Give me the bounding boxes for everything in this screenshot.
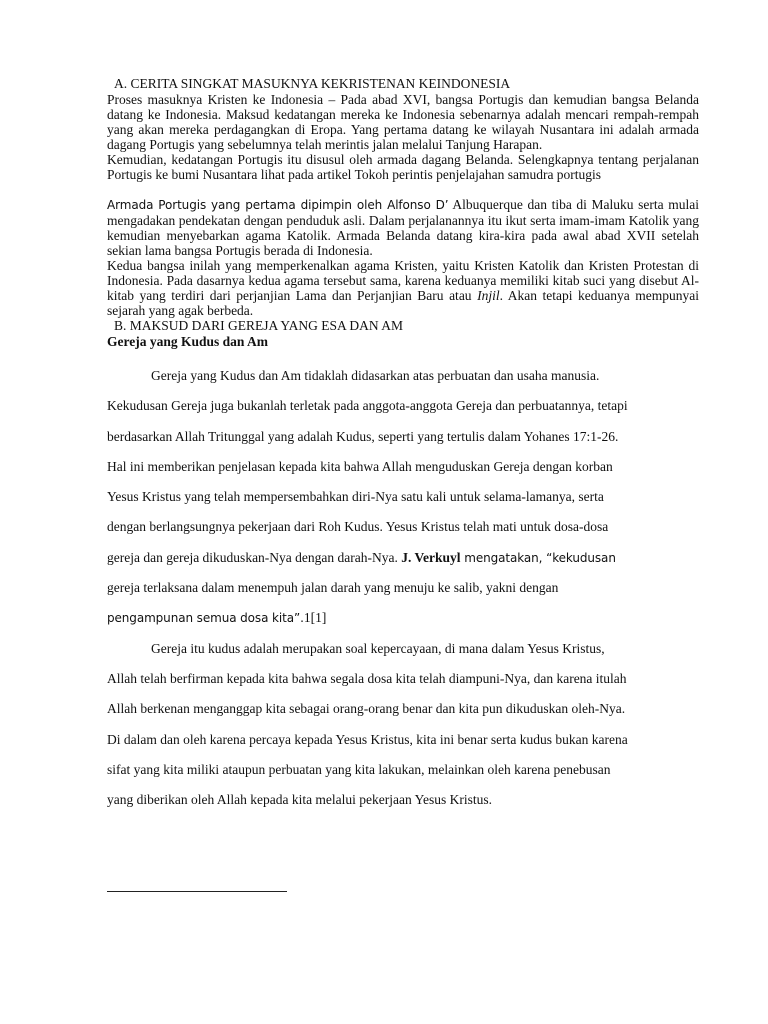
body-line: Gereja yang Kudus dan Am tidaklah didasarkan atas perbuatan dan usaha manusia. — [151, 368, 600, 383]
footnote-ref[interactable]: 1[1] — [303, 610, 327, 626]
author-name: J. Verkuyl — [401, 549, 461, 565]
document-page — [107, 0, 699, 822]
section-a — [107, 76, 699, 318]
body-line: Allah berkenan menganggap kita sebagai orang-orang benar dan kita pun dikuduskan oleh-Nya. — [107, 701, 626, 717]
paragraph-2: Kemudian, kedatangan Portugis itu disusul oleh armada dagang Belanda. Selengkapnya tentang perjalanan Portugis ke bumi Nusantara lihat pada artikel Tokoh perintis penjelajahan samudra portugis — [107, 152, 699, 182]
body-line: Hal ini memberikan penjelasan kepada kita bahwa Allah menguduskan Gereja dengan korban — [107, 458, 613, 474]
footnote-separator — [107, 891, 287, 892]
quote-start: mengatakan, “kekudusan — [460, 550, 616, 565]
section-b-body — [107, 368, 699, 822]
blank-line — [107, 182, 699, 197]
paragraph-3-text: Albuquerque dan tiba di Maluku serta mulai mengadakan pendekatan dengan penduduk asli. Dalam perjalanannya itu ikut serta imam-imam Katolik yang kemudian menyebarkan agama Katolik. Armada Belanda datang kira-kira pada awal abad XVII setelah sekian lama bangsa Portugis berada di Indonesia. — [107, 197, 699, 258]
paragraph-4-text: Kedua bangsa inilah yang memperkenalkan agama Kristen, yaitu Kristen Katolik dan Kristen Protestan di Indonesia. Pada dasarnya kedua agama tersebut sama, karena keduanya memiliki kitab suci yang disebut Al-kitab yang terdiri dari perjanjian Lama dan Perjanjian Baru atau — [107, 258, 699, 303]
body-line: Yesus Kristus yang telah mempersembahkan diri-Nya satu kali untuk selama-lamanya, serta — [107, 489, 604, 505]
body-line: Allah telah berfirman kepada kita bahwa segala dosa kita telah diampuni-Nya, dan karena itulah — [107, 670, 627, 686]
body-line — [107, 550, 699, 580]
body-line: Gereja itu kudus adalah merupakan soal kepercayaan, di mana dalam Yesus Kristus, — [151, 640, 605, 656]
body-line: yang diberikan oleh Allah kepada kita melalui pekerjaan Yesus Kristus. — [107, 792, 493, 808]
body-line: dengan berlangsungnya pekerjaan dari Roh Kudus. Yesus Kristus telah mati untuk dosa-dosa — [107, 519, 609, 535]
body-line — [107, 610, 699, 640]
paragraph-1: Proses masuknya Kristen ke Indonesia – Pada abad XVI, bangsa Portugis dan kemudian bangsa Belanda datang ke Indonesia. Maksud kedatangan mereka ke Indonesia sebenarnya adalah mencari rempah-rempah yang akan mereka perdagangkan di Eropa. Yang pertama datang ke wilayah Nusantara ini adalah armada dagang Portugis yang sebelumnya telah merintis jalan melalui Tanjung Harapan. — [107, 92, 699, 152]
subheading: Gereja yang Kudus dan Am — [107, 334, 269, 349]
paragraph-3 — [107, 197, 699, 258]
body-line-text: gereja dan gereja dikuduskan-Nya dengan darah-Nya. — [107, 549, 402, 565]
section-b-heading: B. MAKSUD DARI GEREJA YANG ESA DAN AM — [114, 318, 404, 333]
paragraph-4 — [107, 258, 699, 318]
body-line: berdasarkan Allah Tritunggal yang adalah Kudus, seperti yang tertulis dalam Yohanes 17:1-26. — [107, 428, 619, 444]
paragraph-3-lead: Armada Portugis yang pertama dipimpin oleh Alfonso D’ — [107, 198, 449, 212]
body-line: Di dalam dan oleh karena percaya kepada Yesus Kristus, kita ini benar serta kudus bukan karena — [107, 731, 628, 747]
section-b — [107, 318, 699, 822]
quote-end: pengampunan semua dosa kita”. — [107, 611, 304, 626]
body-line: sifat yang kita miliki ataupun perbuatan yang kita lakukan, melainkan oleh karena penebusan — [107, 761, 611, 777]
paragraph-4-italic: Injil — [477, 288, 500, 303]
body-line: Kekudusan Gereja juga bukanlah terletak pada anggota-anggota Gereja dan perbuatannya, tetapi — [107, 398, 628, 414]
body-line: gereja terlaksana dalam menempuh jalan darah yang menuju ke salib, yakni dengan — [107, 580, 559, 596]
paragraph-4-end: . Akan tetapi keduanya mempunyai sejarah yang agak berbeda. — [107, 288, 699, 318]
section-a-heading: A. CERITA SINGKAT MASUKNYA KEKRISTENAN KEINDONESIA — [114, 76, 511, 91]
